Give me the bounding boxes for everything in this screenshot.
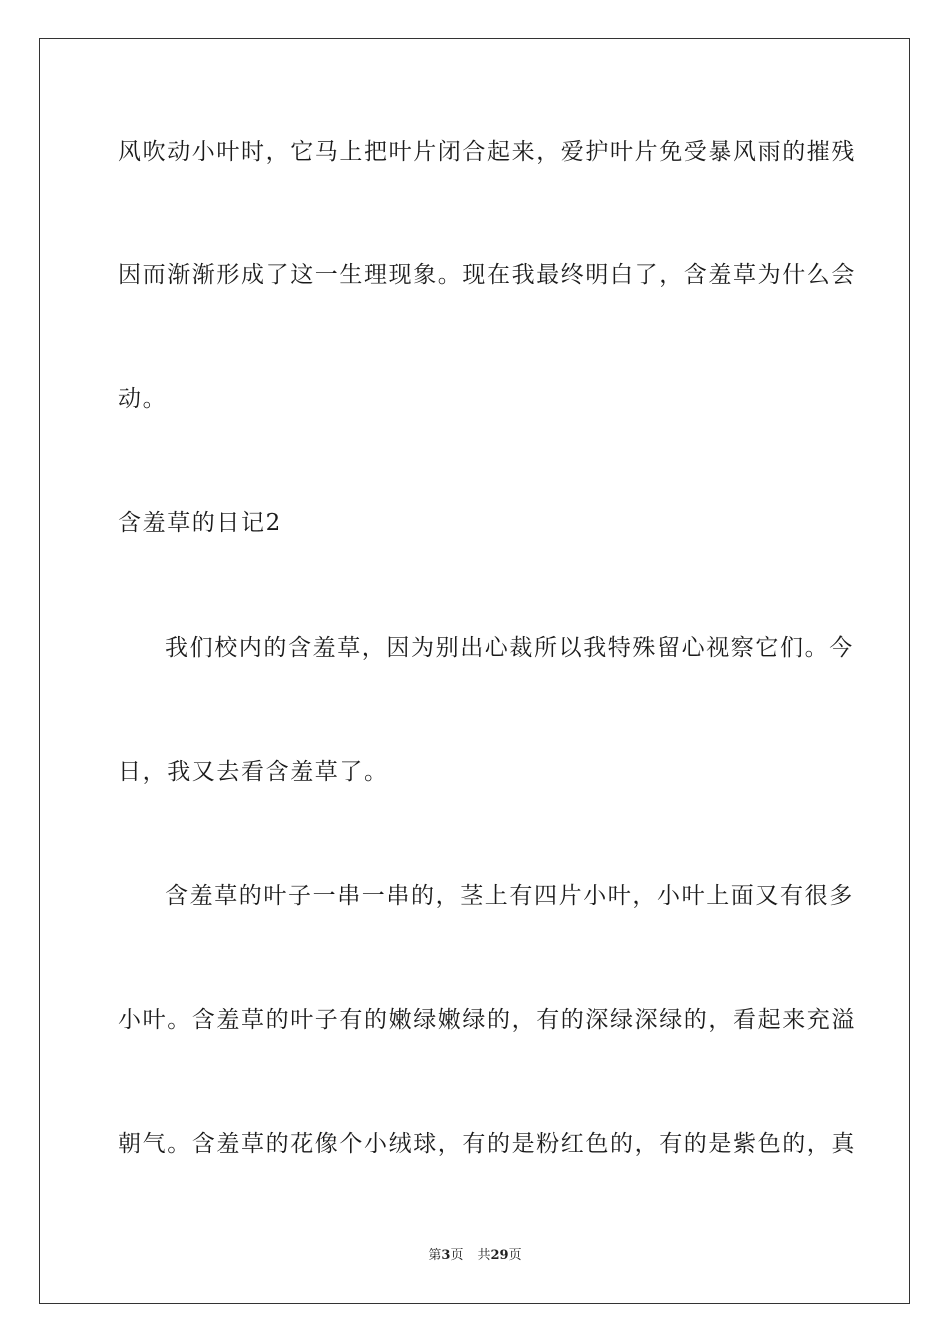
page-border xyxy=(39,38,910,1304)
page-suffix: 页 xyxy=(450,1248,464,1263)
body-line-1: 风吹动小叶时，它马上把叶片闭合起来，爱护叶片免受暴风雨的摧残 xyxy=(118,139,856,165)
page-number: 3 xyxy=(441,1248,451,1263)
page-footer xyxy=(0,1246,950,1266)
section-heading: 含羞草的日记2 xyxy=(118,510,282,536)
body-line-3: 动。 xyxy=(118,386,168,412)
total-pages: 29 xyxy=(490,1248,509,1263)
body-line-8: 朝气。含羞草的花像个小绒球，有的是粉红色的，有的是紫色的，真 xyxy=(118,1131,856,1157)
body-line-2: 因而渐渐形成了这一生理现象。现在我最终明白了，含羞草为什么会 xyxy=(118,262,856,288)
body-line-5: 日，我又去看含羞草了。 xyxy=(118,759,389,785)
page-prefix: 第 xyxy=(428,1248,442,1263)
body-line-6: 含羞草的叶子一串一串的，茎上有四片小叶，小叶上面又有很多 xyxy=(165,883,854,909)
total-prefix: 共 xyxy=(477,1248,491,1263)
body-line-7: 小叶。含羞草的叶子有的嫩绿嫩绿的，有的深绿深绿的，看起来充溢 xyxy=(118,1007,856,1033)
total-suffix: 页 xyxy=(508,1248,522,1263)
body-line-4: 我们校内的含羞草，因为别出心裁所以我特殊留心视察它们。今 xyxy=(165,635,854,661)
